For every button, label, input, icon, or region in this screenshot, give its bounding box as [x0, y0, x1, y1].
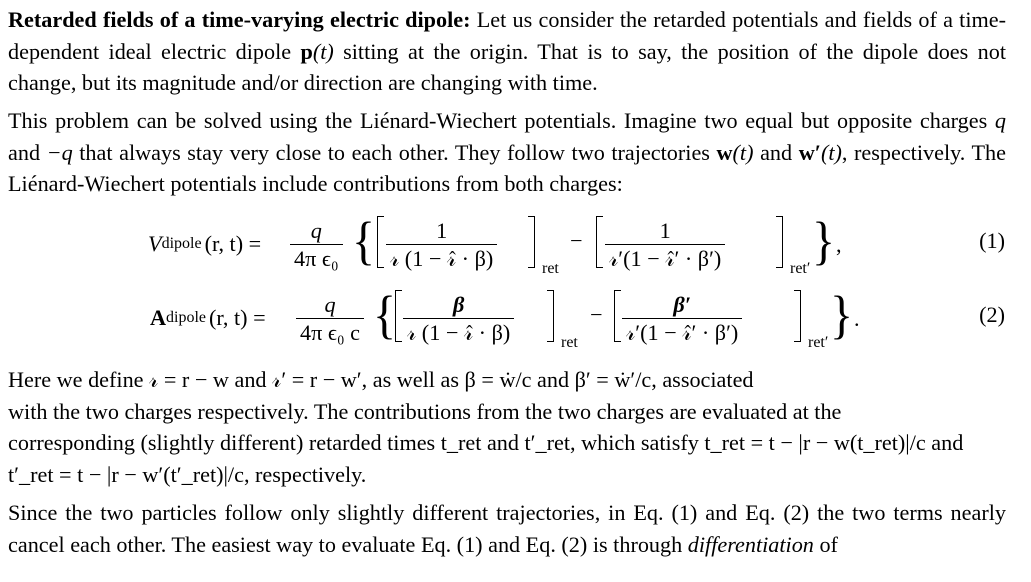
- eq2-bracket2-left: [614, 290, 621, 342]
- eq2-term1-sub: ret: [561, 334, 578, 351]
- lw-text-5: , respectively. The Liénard-Wiechert potentials include contributions from both charges:: [8, 139, 1006, 196]
- lienard-wiechert-paragraph: [8, 105, 1006, 200]
- equation-2: [0, 286, 1031, 351]
- intro-paragraph: [8, 4, 1006, 99]
- traj-w-arg: (t): [732, 139, 754, 165]
- eq1-left-brace: {: [352, 212, 376, 271]
- lw-text-1: This problem can be solved using the Liénard-Wiechert potentials. Imagine two equal but opposite charges: [8, 108, 995, 133]
- traj-wprime-arg: (t): [820, 139, 842, 165]
- eq1-bracket2-left: [596, 216, 603, 268]
- eq1-term1: [386, 218, 497, 273]
- eq1-lhs-sub: dipole: [161, 235, 202, 252]
- eq1-pref-den: 4π ϵ₀: [290, 244, 343, 273]
- eq1-bracket2-right: [776, 216, 783, 268]
- eq2-bracket1-right: [547, 290, 554, 342]
- lw-text-3: that always stay very close to each other. They follow two trajectories: [72, 139, 717, 165]
- eq1-term1-den: 𝓇 (1 − 𝓇̂ · β): [386, 244, 497, 273]
- definitions-line-4: t′_ret = t − |r − w′(t′_ret)|/c, respectively.: [8, 461, 367, 487]
- eq2-term1-den: 𝓇 (1 − 𝓇̂ · β): [403, 318, 514, 347]
- eq1-lhs-args: (r, t) =: [204, 231, 262, 256]
- intro-text-1: Let us consider the retarded potentials and fields of a time-dependent ideal electric dipole: [8, 7, 1006, 64]
- eq2-prefactor: [296, 292, 364, 347]
- eq2-left-brace: {: [373, 286, 397, 345]
- definitions-line-3: corresponding (slightly different) retarded times t_ret and t′_ret, which satisfy t_ret = t − |r − w(t_ret)|/c and: [8, 430, 964, 455]
- lw-text-2: and: [8, 139, 47, 165]
- dipole-symbol: p: [300, 38, 313, 64]
- eq2-right-brace: }: [830, 286, 854, 345]
- eq1-term2-sub: ret′: [790, 260, 811, 277]
- eq1-pref-num: q: [310, 218, 322, 243]
- eq1-term2-den: 𝓇′(1 − 𝓇̂′ · β′): [605, 244, 725, 273]
- eq2-pref-num: q: [324, 292, 336, 317]
- eq1-number: (1): [979, 228, 1005, 253]
- eq1-lhs: [148, 214, 261, 274]
- conclusion-text-2: of: [813, 531, 838, 557]
- eq2-term2-sub: ret′: [808, 334, 829, 351]
- traj-wprime: w′: [798, 139, 821, 165]
- eq2-term2-num: β′: [673, 292, 691, 317]
- eq2-bracket1-left: [395, 290, 402, 342]
- eq2-minus: −: [590, 302, 603, 327]
- eq2-tail: .: [854, 306, 860, 331]
- eq2-bracket2-right: [794, 290, 801, 342]
- definitions-line-1: Here we define 𝓇 = r − w and 𝓇′ = r − w′, as well as β = ẇ/c and β′ = ẇ′/c, associated: [8, 367, 754, 392]
- eq1-minus: −: [570, 228, 583, 253]
- eq1-term2-num: 1: [659, 218, 671, 243]
- dipole-arg: (t): [312, 38, 334, 64]
- eq2-lhs-sub: dipole: [166, 309, 207, 326]
- eq1-bracket1-right: [528, 216, 535, 268]
- conclusion-emphasis: differentiation: [687, 531, 814, 557]
- eq1-term1-num: 1: [436, 218, 448, 243]
- eq1-bracket1-left: [377, 216, 384, 268]
- section-lead: Retarded fields of a time-varying electric dipole:: [8, 7, 471, 32]
- eq2-term2: [622, 292, 742, 347]
- eq2-pref-den: 4π ϵ₀ c: [296, 318, 364, 347]
- eq1-tail: ,: [836, 232, 842, 257]
- eq1-lhs-symbol: V: [148, 231, 162, 256]
- conclusion-text-1: Since the two particles follow only slightly different trajectories, in Eq. (1) and Eq. (2) the two terms nearly cancel each other. The easiest way to evaluate Eq. (1) and Eq. (2) is through: [8, 500, 1006, 557]
- eq2-term2-den: 𝓇′(1 − 𝓇̂′ · β′): [622, 318, 742, 347]
- eq2-number: (2): [979, 302, 1005, 327]
- traj-w: w: [716, 139, 733, 165]
- definitions-paragraph: [8, 364, 1006, 490]
- charge-minus-q: −q: [46, 139, 73, 165]
- charge-q: q: [994, 108, 1006, 133]
- eq1-prefactor: [290, 218, 343, 273]
- intro-text-2: sitting at the origin. That is to say, the position of the dipole does not change, but its magnitude and/or direction are changing with time.: [8, 38, 1006, 95]
- equation-1: [0, 212, 1031, 277]
- definitions-line-2: with the two charges respectively. The contributions from the two charges are evaluated at the: [8, 398, 842, 424]
- eq1-term2: [605, 218, 725, 273]
- eq2-lhs-symbol: A: [150, 305, 167, 330]
- eq2-lhs: [150, 288, 266, 348]
- conclusion-paragraph: [8, 497, 1006, 560]
- eq2-lhs-args: (r, t) =: [209, 305, 266, 330]
- lw-text-4: and: [753, 139, 799, 165]
- eq2-term1-num: β: [452, 292, 465, 317]
- eq1-right-brace: }: [812, 212, 836, 271]
- eq2-term1: [403, 292, 514, 347]
- eq1-term1-sub: ret: [542, 260, 559, 277]
